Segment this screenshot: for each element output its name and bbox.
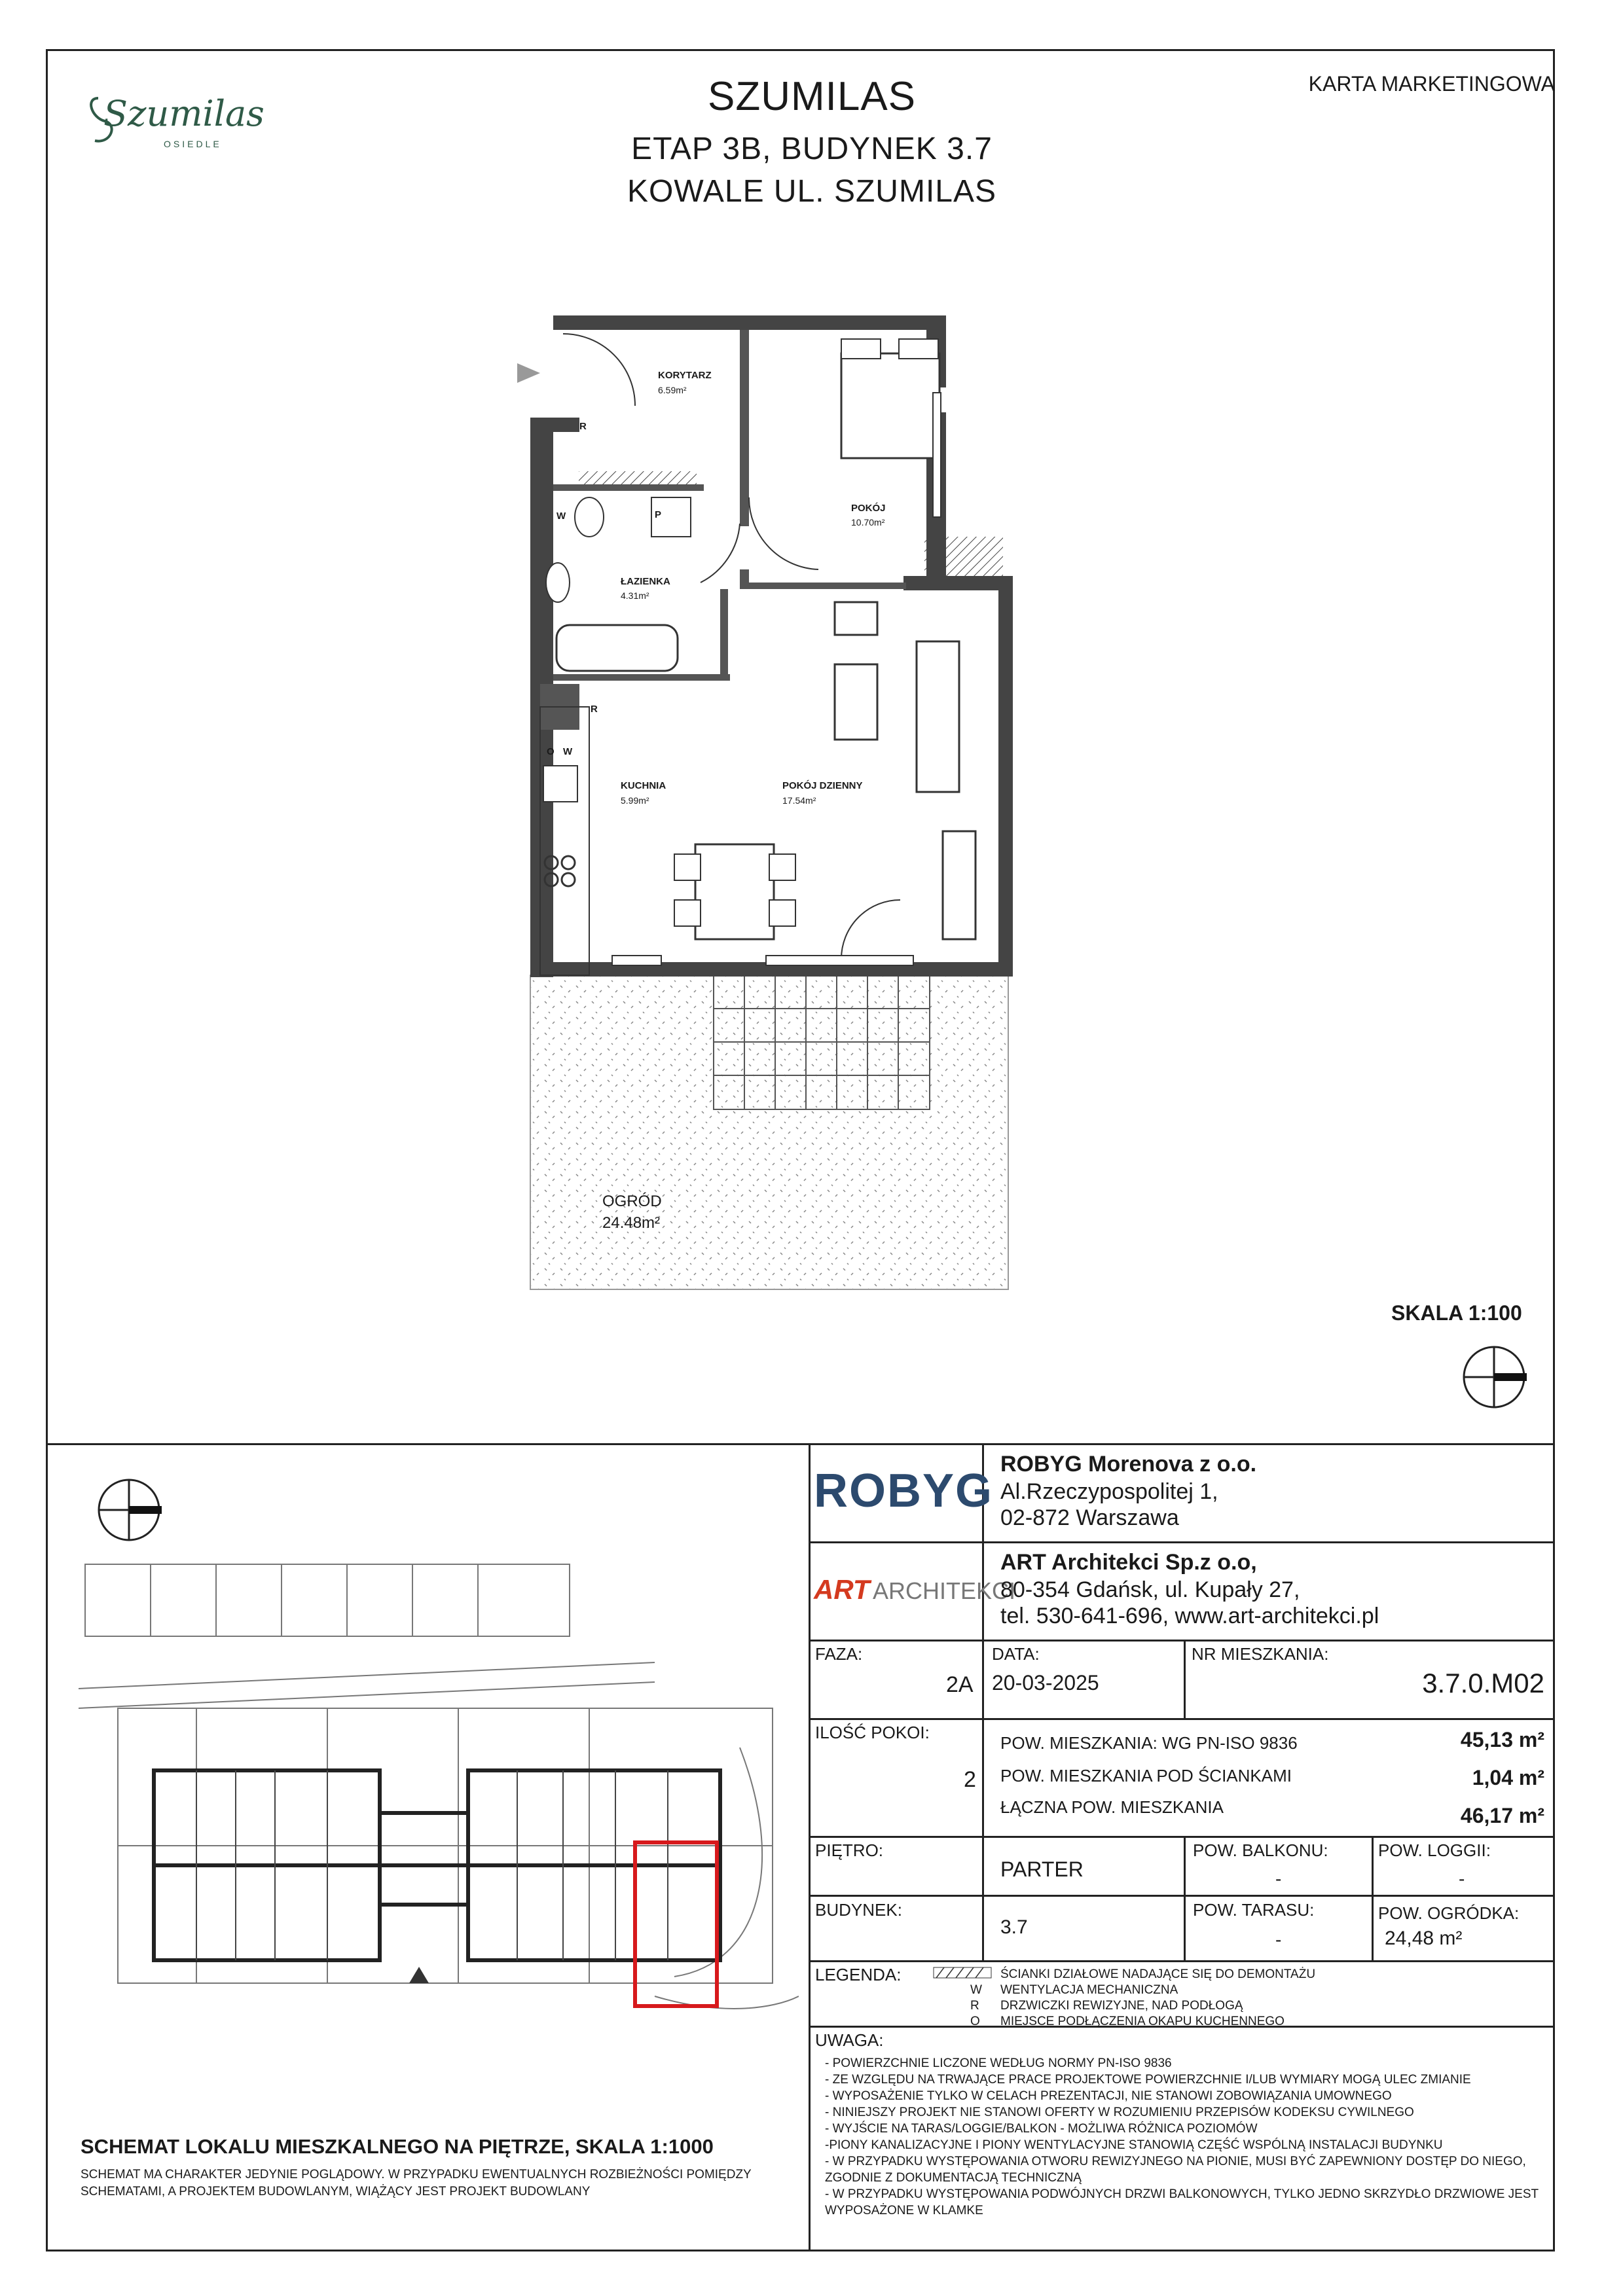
legend-item-2: WENTYLACJA MECHANICZNA [1000,1983,1178,1997]
garden-area: 24.48m² [602,1214,661,1232]
loggia-label: POW. LOGGII: [1378,1840,1491,1860]
ogrodek-value: 24,48 m² [1385,1928,1463,1949]
notes-list [825,2055,1545,2219]
schema-desc-1: SCHEMAT MA CHARAKTER JEDYNIE POGLĄDOWY. W PRZYPADKU EWENTUALNYCH ROZBIEŻNOŚCI POMIĘDZY [81,2168,752,2181]
note-5: - WYJŚCIE NA TARAS/LOGGIE/BALKON - MOŻLIWA RÓŻNICA POZIOMÓW [825,2122,1258,2136]
room-area-pokoj-dzienny: 17.54m² [782,795,816,806]
robyg-address-1: Al.Rzeczypospolitej 1, [1000,1479,1218,1504]
room-label-lazienka: ŁAZIENKA [621,576,670,587]
szumilas-logo [85,79,264,157]
legend-symbol-w: W [970,1983,982,1997]
art-address-1: 80-354 Gdańsk, ul. Kupały 27, [1000,1577,1300,1602]
symbol-r1: R [579,421,587,432]
budynek-label: BUDYNEK: [815,1900,902,1920]
note-9: - W PRZYPADKU WYSTĘPOWANIA PODWÓJNYCH DRZWI BALKONOWYCH, TYLKO JEDNO SKRZYDŁO DRZWIOWE JEST [825,2187,1539,2201]
balkon-label: POW. BALKONU: [1193,1840,1328,1860]
legend-item-1: ŚCIANKI DZIAŁOWE NADAJĄCE SIĘ DO DEMONTAŻU [1000,1967,1316,1981]
pow-total-label: ŁĄCZNA POW. MIESZKANIA [1000,1797,1224,1817]
art-name-line [1000,1550,1257,1575]
art-logo-a: ART [814,1574,870,1605]
room-label-pokoj: POKÓJ [851,503,886,514]
schema-desc-2: SCHEMATAMI, A PROJEKTEM BUDOWLANYM, WIĄŻĄCY JEST PROJEKT BUDOWLANY [81,2185,591,2198]
art-address-2: tel. 530-641-696, www.art-architekci.pl [1000,1604,1379,1628]
art-name: ART Architekci Sp.z o.o, [1000,1550,1257,1575]
legend-item-4: MIEJSCE PODŁĄCZENIA OKAPU KUCHENNEGO [1000,2015,1285,2028]
robyg-address-2: 02-872 Warszawa [1000,1505,1179,1530]
data-label: DATA: [992,1644,1040,1664]
pow-total-value: 46,17 m² [1460,1804,1544,1827]
rooms-count-label: ILOŚĆ POKOI: [815,1723,930,1742]
legend-symbol-r: R [970,1999,979,2013]
logo-subtext: OSIEDLE [164,139,222,149]
floor-plan [511,308,1100,1302]
note-4: - NINIEJSZY PROJEKT NIE STANOWI OFERTY W ROZUMIENIU PRZEPISÓW KODEKSU CYWILNEGO [825,2106,1414,2119]
legend-symbol-o: O [970,2015,980,2028]
note-6: -PIONY KANALIZACYJNE I PIONY WENTYLACYJNE STANOWIĄ CZĘŚĆ WSPÓLNĄ INSTALACJI BUDYNKU [825,2138,1443,2152]
note-2: - ZE WZGLĘDU NA TRWAJĄCE PRACE PROJEKTOWE POWIERZCHNIE I/LUB WYMIARY MOGĄ ULEC ZMIANIE [825,2073,1471,2087]
note-1: - POWIERZCHNIE LICZONE WEDŁUG NORMY PN-ISO 9836 [825,2056,1172,2070]
project-stage: ETAP 3B, BUDYNEK 3.7 [631,132,993,166]
faza-label: FAZA: [815,1644,863,1664]
room-area-lazienka: 4.31m² [621,590,649,601]
plan-scale: SKALA 1:100 [1391,1301,1522,1325]
legend-title: LEGENDA: [815,1965,902,1984]
ogrodek-label: POW. OGRÓDKA: [1378,1903,1520,1923]
pietro-label: PIĘTRO: [815,1840,884,1860]
logo-text: Szumilas [103,93,264,134]
art-logo-b: ARCHITEKCI [873,1577,1016,1604]
project-title: SZUMILAS [707,74,917,119]
budynek-value: 3.7 [1000,1916,1028,1938]
symbol-o: O [547,746,555,757]
room-area-pokoj: 10.70m² [851,517,885,528]
pietro-value: PARTER [1000,1857,1084,1881]
pow-mieszkania-label: POW. MIESZKANIA: WG PN-ISO 9836 [1000,1733,1298,1753]
room-area-korytarz: 6.59m² [658,385,687,395]
taras-label: POW. TARASU: [1193,1900,1315,1920]
robyg-name: ROBYG Morenova z o.o. [1000,1452,1257,1477]
robyg-logo: ROBYG [814,1465,994,1517]
card-type: KARTA MARKETINGOWA [1308,72,1555,96]
project-location: KOWALE UL. SZUMILAS [627,174,996,209]
site-schema-drawing [65,1538,799,2022]
nr-mieszkania-value: 3.7.0.M02 [1422,1668,1544,1698]
data-value: 20-03-2025 [992,1671,1099,1695]
balkon-value: - [1275,1869,1282,1889]
symbol-w1: W [556,511,566,522]
symbol-r2: R [591,704,598,715]
note-10: WYPOSAŻONE W KLAMKE [825,2204,983,2217]
room-label-kuchnia: KUCHNIA [621,780,666,791]
site-schema [65,1538,799,2026]
note-7: - W PRZYPADKU WYSTĘPOWANIA OTWORU REWIZYJNEGO NA PIONIE, MUSI BYĆ ZAPEWNIONY DOSTĘP DO NIEGO, [825,2155,1526,2168]
loggia-value: - [1459,1869,1465,1889]
legend-item-3: DRZWICZKI REWIZYJNE, NAD PODŁOGĄ [1000,1999,1243,2013]
pow-mieszkania-value: 45,13 m² [1460,1728,1544,1751]
faza-value: 2A [946,1672,974,1697]
legend-hatch-icon [933,1967,992,1982]
schema-title: SCHEMAT LOKALU MIESZKALNEGO NA PIĘTRZE, SKALA 1:1000 [81,2135,714,2158]
rooms-count-value: 2 [964,1767,976,1792]
room-label-pokoj-dzienny: POKÓJ DZIENNY [782,780,863,791]
note-3: - WYPOSAŻENIE TYLKO W CELACH PREZENTACJI, NIE STANOWI ZOBOWIĄZANIA UMOWNEGO [825,2089,1392,2103]
pow-walls-label: POW. MIESZKANIA POD ŚCIANKAMI [1000,1766,1292,1785]
pow-walls-value: 1,04 m² [1472,1766,1544,1789]
taras-value: - [1275,1929,1282,1950]
nr-mieszkania-label: NR MIESZKANIA: [1192,1644,1329,1664]
room-label-korytarz: KORYTARZ [658,370,712,381]
symbol-p: P [655,509,662,520]
art-logo [814,1574,1015,1605]
symbol-w2: W [563,746,573,757]
notes-title: UWAGA: [815,2030,884,2050]
room-area-kuchnia: 5.99m² [621,795,649,806]
garden-label: OGRÓD [602,1193,662,1210]
north-arrow-icon [1460,1343,1532,1418]
note-8: ZGODNIE Z DOKUMENTACJĄ TECHNICZNĄ [825,2171,1082,2185]
